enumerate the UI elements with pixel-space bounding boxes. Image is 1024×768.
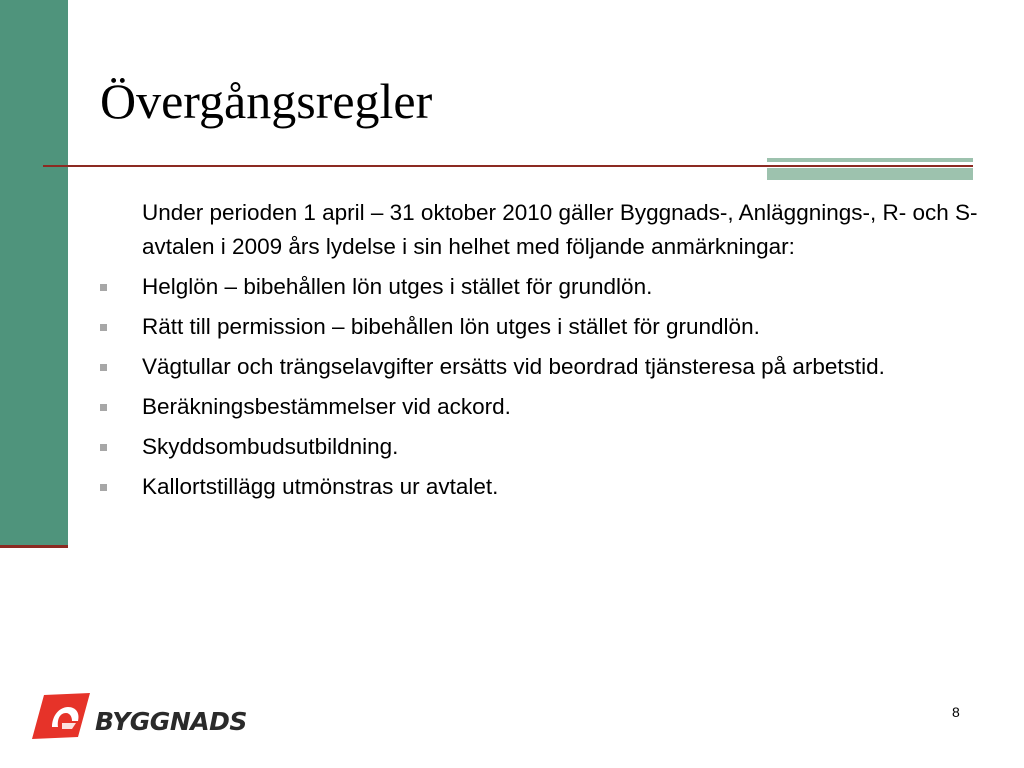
square-bullet-icon <box>100 284 107 291</box>
square-bullet-icon <box>100 484 107 491</box>
bullet-list <box>100 270 980 504</box>
bullet-text: Vägtullar och trängselavgifter ersätts vid beordrad tjänsteresa på arbetstid. <box>142 354 885 379</box>
bullet-item <box>100 390 980 424</box>
bullet-item <box>100 470 980 504</box>
bullet-text: Beräkningsbestämmelser vid ackord. <box>142 394 511 419</box>
bullet-text: Helglön – bibehållen lön utges i stället för grundlön. <box>142 274 653 299</box>
bullet-item <box>100 310 980 344</box>
square-bullet-icon <box>100 444 107 451</box>
square-bullet-icon <box>100 404 107 411</box>
square-bullet-icon <box>100 324 107 331</box>
page-number: 8 <box>952 704 960 720</box>
left-accent-band <box>0 0 68 545</box>
bullet-text: Kallortstillägg utmönstras ur avtalet. <box>142 474 499 499</box>
square-bullet-icon <box>100 364 107 371</box>
logo-wordmark: BYGGNADS <box>95 707 247 736</box>
stripe-thick <box>767 168 973 180</box>
bullet-item <box>100 430 980 464</box>
left-band-underline <box>0 545 68 548</box>
stripe-thin <box>767 158 973 162</box>
bullet-item <box>100 270 980 304</box>
decorative-stripes <box>767 158 973 180</box>
slide-body <box>100 196 980 510</box>
intro-paragraph: Under perioden 1 april – 31 oktober 2010 gäller Byggnads-, Anläggnings-, R- och S-avtalen i 2009 års lydelse i sin helhet med följande anmärkningar: <box>142 200 978 259</box>
slide-title: Övergångsregler <box>100 73 433 129</box>
bullet-item <box>100 350 980 384</box>
bullet-text: Skyddsombudsutbildning. <box>142 434 399 459</box>
byggnads-logo-icon <box>32 693 92 739</box>
byggnads-logo <box>32 693 247 741</box>
bullet-text: Rätt till permission – bibehållen lön utges i stället för grundlön. <box>142 314 760 339</box>
